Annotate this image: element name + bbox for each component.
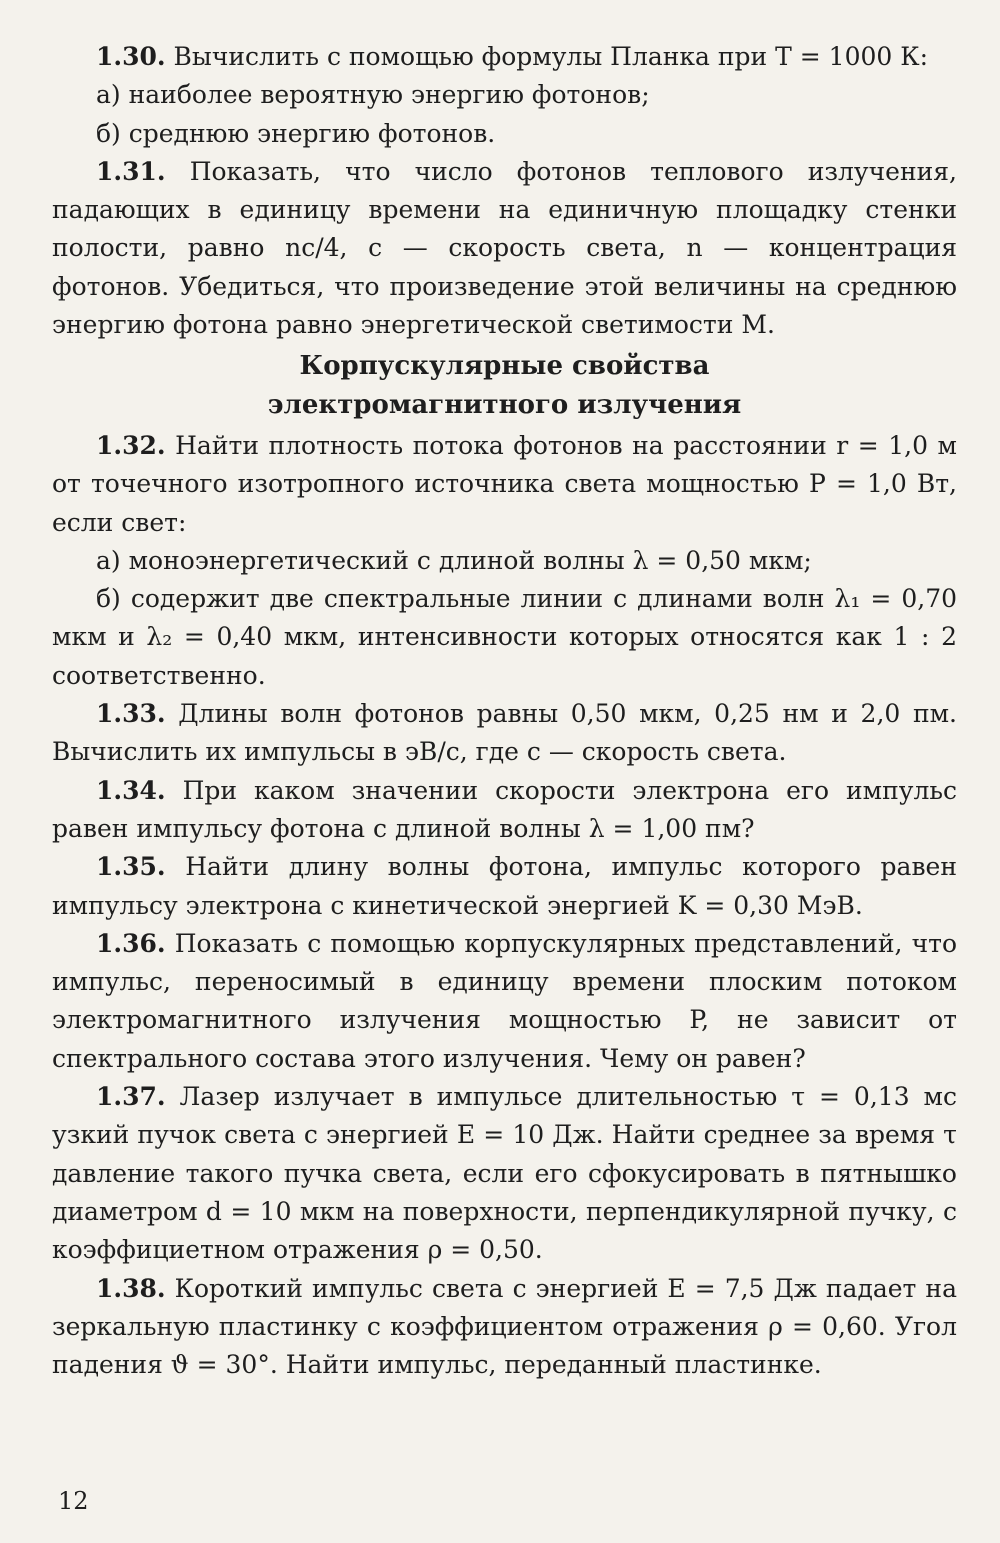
problem-number: 1.32. <box>96 430 166 460</box>
problem-1-30-item-b <box>52 115 957 153</box>
problem-text: Вычислить с помощью формулы Планка при T = 1000 К: <box>173 42 929 71</box>
problem-1-33 <box>52 695 957 772</box>
section-heading-line-1: Корпускулярные свойства <box>299 351 710 382</box>
problem-1-36 <box>52 925 957 1078</box>
book-page <box>52 38 957 1384</box>
problem-text: Найти плотность потока фотонов на расстоянии r = 1,0 м от точечного изотропного источника света мощностью P = 1,0 Вт, если свет: <box>52 430 957 537</box>
problem-1-32-item-b <box>52 580 957 695</box>
problem-text: Лазер излучает в импульсе длительностью τ = 0,13 мс узкий пучок света с энергией E = 10 Дж. Найти среднее за время τ давление такого пучка света, если его сфокусировать в пятнышко диаметром d = 10 мкм на поверхности, перпендикулярной пучку, с коэффициетном отражения ρ = 0,50. <box>52 1082 957 1265</box>
section-heading <box>52 344 957 427</box>
problem-1-32-item-a <box>52 542 957 580</box>
problem-text: Показать, что число фотонов теплового излучения, падающих в единицу времени на единичную площадку стенки полости, равно nc/4, c — скорость света, n — концентрация фотонов. Убедиться, что произведение этой величины на среднюю энергию фотона равно энергетической светимости M. <box>52 156 957 340</box>
problem-1-30-item-a <box>52 76 957 114</box>
problem-number: 1.37. <box>96 1082 166 1112</box>
problem-1-35 <box>52 848 957 925</box>
problem-number: 1.35. <box>96 852 166 882</box>
problem-number: 1.34. <box>96 775 166 805</box>
problem-text: Показать с помощью корпускулярных представлений, что импульс, переносимый в единицу времени плоским потоком электромагнитного излучения мощностью P, не зависит от спектрального состава этого излучения. Чему он равен? <box>52 928 957 1073</box>
problem-1-34 <box>52 772 957 849</box>
problem-text: Длины волн фотонов равны 0,50 мкм, 0,25 нм и 2,0 пм. Вычислить их импульсы в эВ/c, где c — скорость света. <box>52 699 957 767</box>
problem-1-32 <box>52 427 957 542</box>
problem-number: 1.30. <box>96 42 166 71</box>
problem-text: Найти длину волны фотона, импульс которого равен импульсу электрона с кинетической энергией K = 0,30 МэВ. <box>52 852 957 920</box>
item-text: а) наиболее вероятную энергию фотонов; <box>96 80 650 110</box>
problem-1-31 <box>52 153 957 344</box>
item-text: а) моноэнергетический с длиной волны λ = 0,50 мкм; <box>96 545 812 575</box>
problem-text: Короткий импульс света с энергией E = 7,5 Дж падает на зеркальную пластинку с коэффициентом отражения ρ = 0,60. Угол падения ϑ = 30°. Найти импульс, переданный пластинке. <box>52 1273 957 1380</box>
problem-number: 1.38. <box>96 1273 166 1303</box>
problem-number: 1.31. <box>96 156 166 186</box>
problem-1-30 <box>52 38 957 76</box>
item-text: б) содержит две спектральные линии с длинами волн λ₁ = 0,70 мкм и λ₂ = 0,40 мкм, интенсивности которых относятся как 1 : 2 соответственно. <box>52 584 957 690</box>
problem-number: 1.36. <box>96 928 166 958</box>
problem-text: При каком значении скорости электрона его импульс равен импульсу фотона с длиной волны λ = 1,00 пм? <box>52 775 957 843</box>
item-text: б) среднюю энергию фотонов. <box>96 118 496 148</box>
section-heading-line-2: электромагнитного излучения <box>267 389 742 420</box>
page-number: 12 <box>58 1487 89 1515</box>
problem-1-38 <box>52 1270 957 1385</box>
problem-number: 1.33. <box>96 699 166 729</box>
problem-1-37 <box>52 1078 957 1269</box>
